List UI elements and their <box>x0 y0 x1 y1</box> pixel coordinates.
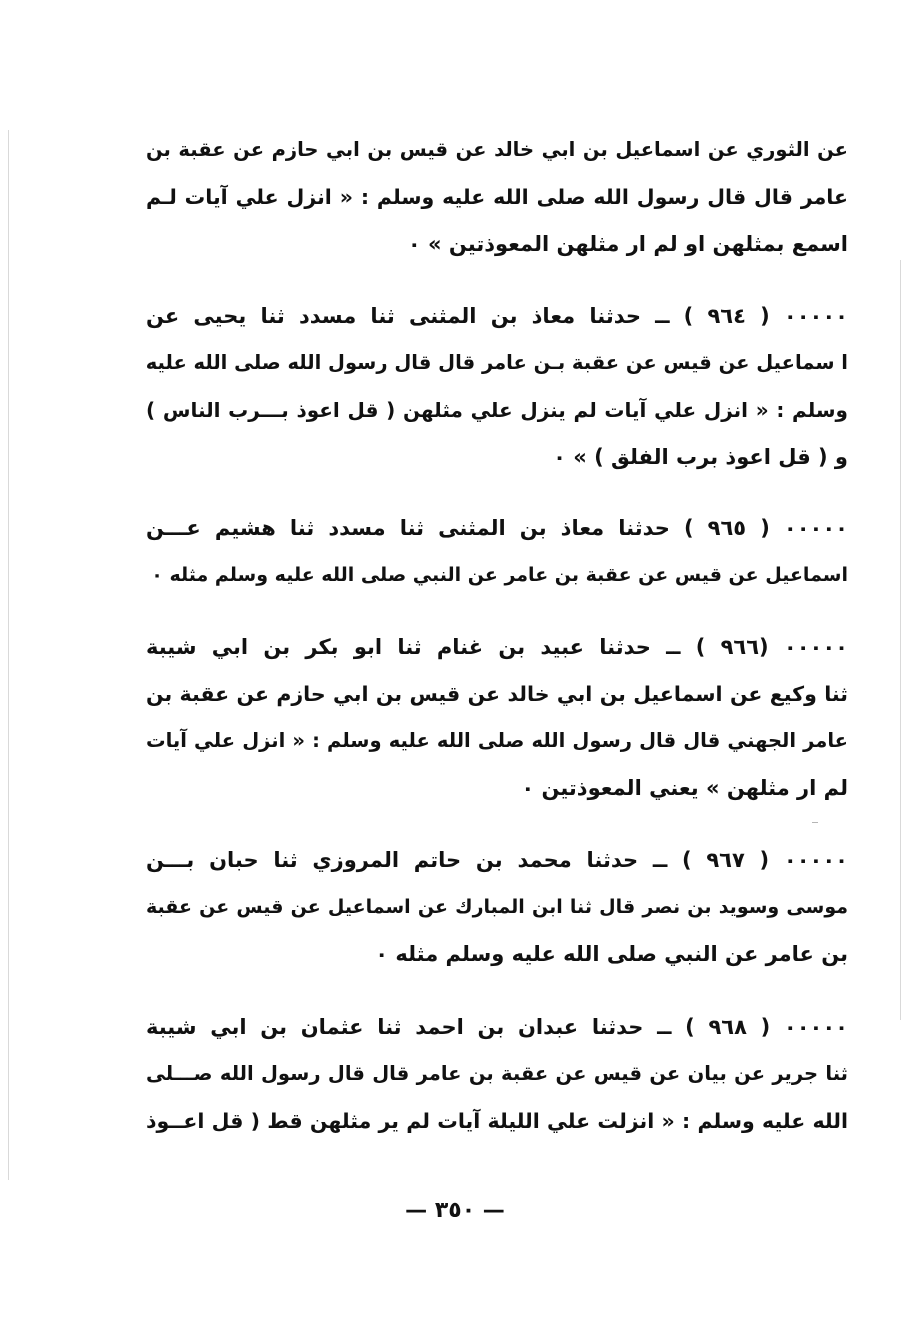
text-line: ٠٠٠٠٠ ( ٩٦٥ ) حدثنا معاذ بن المثنى ثنا مسدد ثنا هشيم عـــن <box>146 516 848 540</box>
text-line: الله عليه وسلم : « انزلت علي الليلة آيات لم ير مثلهن قط ( قل اعــوذ <box>146 1109 848 1133</box>
text-line: ٠٠٠٠٠ ( ٩٦٧ ) ــ حدثنا محمد بن حاتم المروزي ثنا حبان بـــن <box>146 848 848 872</box>
text-line: عن الثوري عن اسماعيل بن ابي خالد عن قيس بن ابي حازم عن عقبة بن <box>146 138 848 161</box>
scan-edge-left <box>8 130 9 1180</box>
text-line: عامر قال قال رسول الله صلى الله عليه وسلم : « انزل علي آيات لـم <box>146 185 848 209</box>
text-line: وسلم : « انزل علي آيات لم ينزل علي مثلهن ( قل اعوذ بـــرب الناس ) <box>146 398 848 422</box>
text-line: ٠٠٠٠٠ (٩٦٦ ) ــ حدثنا عبيد بن غنام ثنا ابو بكر بن ابي شيبة <box>146 635 848 659</box>
text-line: موسى وسويد بن نصر قال ثنا ابن المبارك عن اسماعيل عن قيس عن عقبة <box>146 896 848 918</box>
text-line: بن عامر عن النبي صلى الله عليه وسلم مثله ٠ <box>375 942 848 966</box>
scan-edge-right <box>900 260 901 1020</box>
text-line: عامر الجهني قال قال رسول الله صلى الله عليه وسلم : « انزل علي آيات <box>146 729 848 752</box>
page-number: — ٣٥٠ — <box>405 1198 505 1223</box>
text-line: لم ار مثلهن » يعني المعوذتين ٠ <box>521 776 848 800</box>
scan-speck <box>812 822 818 823</box>
text-line: ا سماعيل عن قيس عن عقبة بـن عامر قال قال رسول الله صلى الله عليه <box>145 351 848 374</box>
text-line: ثنا وكيع عن اسماعيل بن ابي خالد عن قيس بن ابي حازم عن عقبة بن <box>146 682 848 706</box>
text-line: ٠٠٠٠٠ ( ٩٦٤ ) ــ حدثنا معاذ بن المثنى ثنا مسدد ثنا يحيى عن <box>146 304 848 328</box>
text-line: ثنا جرير عن بيان عن قيس عن عقبة بن عامر قال قال رسول الله صـــلى <box>146 1062 848 1085</box>
text-line: اسمع بمثلهن او لم ار مثلهن المعوذتين » ٠ <box>407 232 848 256</box>
text-line: اسماعيل عن قيس عن عقبة بن عامر عن النبي صلى الله عليه وسلم مثله ٠ <box>151 564 848 586</box>
text-line: ٠٠٠٠٠ ( ٩٦٨ ) ــ حدثنا عبدان بن احمد ثنا عثمان بن ابي شيبة <box>146 1015 848 1039</box>
text-line: و ( قل اعوذ برب الفلق ) » ٠ <box>553 445 848 469</box>
